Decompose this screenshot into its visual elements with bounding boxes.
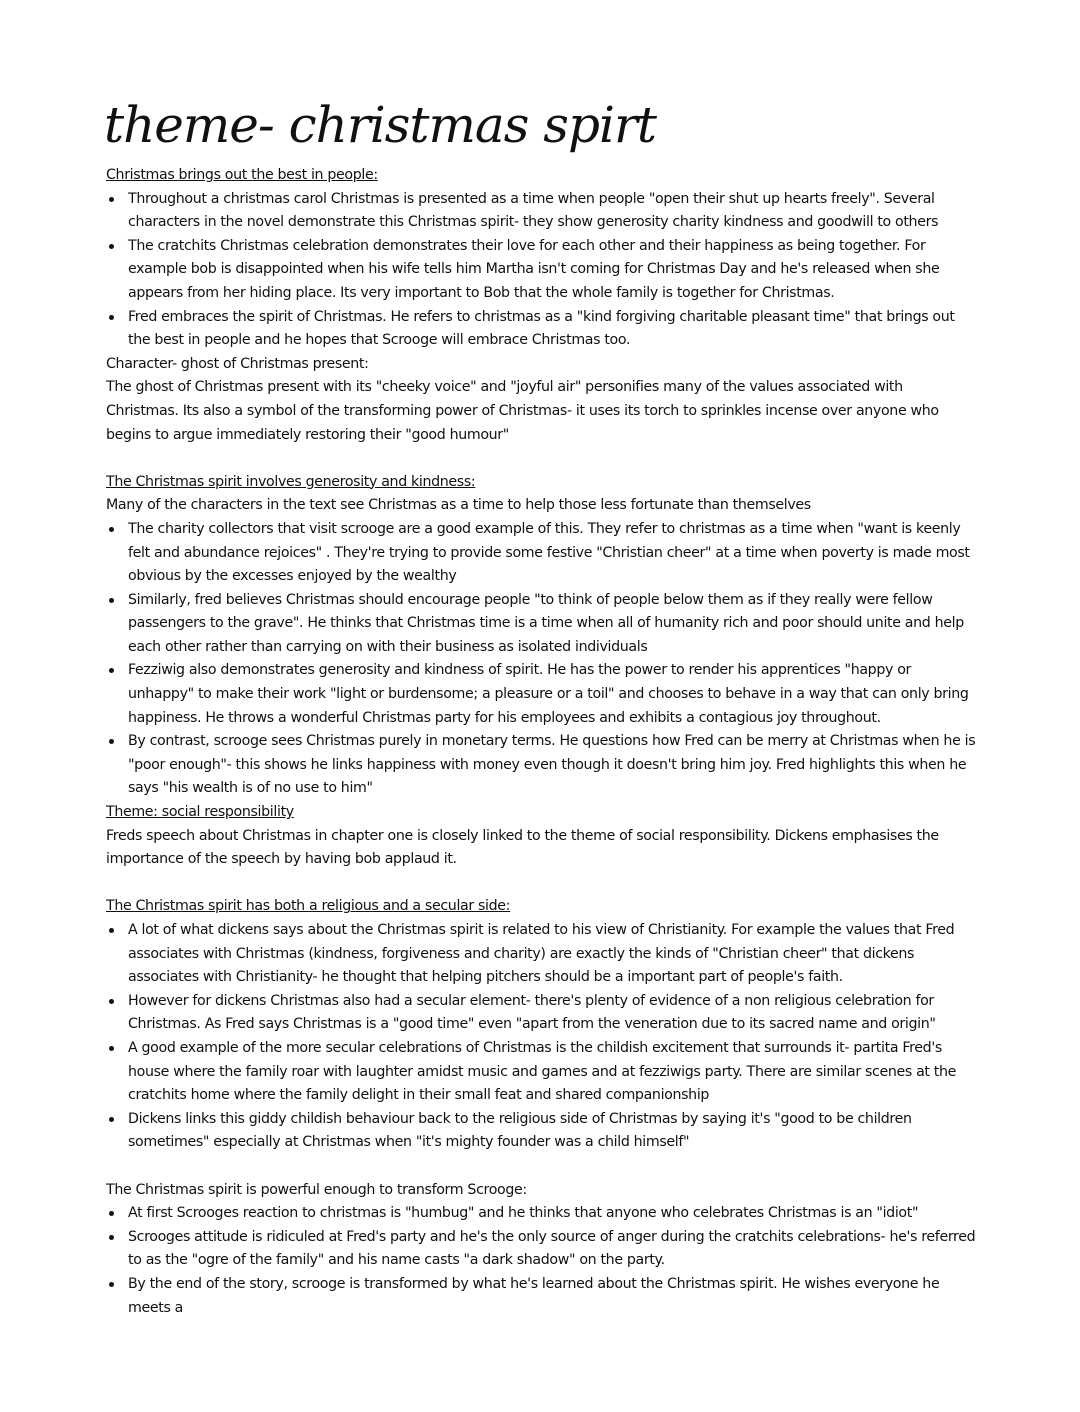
- bullet-list: [106, 188, 978, 353]
- section-heading: The Christmas spirit is powerful enough to transform Scrooge:: [106, 1181, 527, 1198]
- paragraph: Freds speech about Christmas in chapter one is closely linked to the theme of social responsibility. Dickens emphasises the importance of the speech by having bob applaud it.: [106, 827, 939, 868]
- list-item: By contrast, scrooge sees Christmas purely in monetary terms. He questions how Fred can be merry at Christmas when he is "poor enough"- this shows he links happiness with money even though it doesn't bring him joy. Fred highlights this when he says "his wealth is of no use to him": [106, 730, 978, 801]
- subheading: Character- ghost of Christmas present:: [106, 355, 369, 372]
- list-item: A good example of the more secular celebrations of Christmas is the childish excitement that surrounds it- partita Fred's house where the family roar with laughter amidst music and games and at fezziwigs party. There are similar scenes at the cratchits home where the family delight in their small feat and shared companionship: [106, 1037, 978, 1108]
- page-title: theme- christmas spirt: [104, 96, 656, 154]
- section-heading: The Christmas spirit involves generosity and kindness:: [106, 473, 476, 490]
- subheading: Theme: social responsibility: [106, 804, 294, 821]
- bullet-list: [106, 1202, 978, 1320]
- list-item: The cratchits Christmas celebration demonstrates their love for each other and their happiness as being together. For example bob is disappointed when his wife tells him Martha isn't coming for Christmas Day and he's released when she appears from her hiding place. Its very important to Bob that the whole family is together for Christmas.: [106, 235, 978, 306]
- list-item: Throughout a christmas carol Christmas is presented as a time when people "open their shut up hearts freely". Several characters in the novel demonstrate this Christmas spirit- they show generosity charity kindness and goodwill to others: [106, 188, 978, 235]
- list-item: Similarly, fred believes Christmas should encourage people "to think of people below them as if they really were fellow passengers to the grave". He thinks that Christmas time is a time when all of humanity rich and poor should unite and help each other rather than carrying on with their business as isolated individuals: [106, 589, 978, 660]
- list-item: A lot of what dickens says about the Christmas spirit is related to his view of Christianity. For example the values that Fred associates with Christmas (kindness, forgiveness and charity) are exactly the kinds of "Christian cheer" that dickens associates with Christianity- he thought that helping pitchers should be a important part of people's faith.: [106, 919, 978, 990]
- list-item: Dickens links this giddy childish behaviour back to the religious side of Christmas by saying it's "good to be children sometimes" especially at Christmas when "it's mighty founder was a child himself": [106, 1108, 978, 1155]
- section-heading: The Christmas spirit has both a religious and a secular side:: [106, 898, 511, 915]
- list-item: However for dickens Christmas also had a secular element- there's plenty of evidence of a non religious celebration for Christmas. As Fred says Christmas is a "good time" even "apart from the veneration due to its sacred name and origin": [106, 990, 978, 1037]
- list-item: Scrooges attitude is ridiculed at Fred's party and he's the only source of anger during the cratchits celebrations- he's referred to as the "ogre of the family" and his name casts "a dark shadow" on the party.: [106, 1226, 978, 1273]
- paragraph: Many of the characters in the text see Christmas as a time to help those less fortunate than themselves: [106, 497, 811, 514]
- list-item: Fred embraces the spirit of Christmas. He refers to christmas as a "kind forgiving charitable pleasant time" that brings out the best in people and he hopes that Scrooge will embrace Christmas too.: [106, 306, 978, 353]
- list-item: At first Scrooges reaction to christmas is "humbug" and he thinks that anyone who celebrates Christmas is an "idiot": [106, 1202, 978, 1226]
- list-item: Fezziwig also demonstrates generosity and kindness of spirit. He has the power to render his apprentices "happy or unhappy" to make their work "light or burdensome; a pleasure or a toil" and chooses to behave in a way that can only bring happiness. He throws a wonderful Christmas party for his employees and exhibits a contagious joy throughout.: [106, 659, 978, 730]
- document-body: [106, 164, 978, 1320]
- list-item: The charity collectors that visit scrooge are a good example of this. They refer to christmas as a time when "want is keenly felt and abundance rejoices" . They're trying to provide some festive "Christian cheer" at a time when poverty is made most obvious by the excesses enjoyed by the wealthy: [106, 518, 978, 589]
- section-heading: Christmas brings out the best in people:: [106, 167, 378, 183]
- list-item: By the end of the story, scrooge is transformed by what he's learned about the Christmas spirit. He wishes everyone he meets a: [106, 1273, 978, 1320]
- bullet-list: [106, 919, 978, 1155]
- paragraph: The ghost of Christmas present with its "cheeky voice" and "joyful air" personifies many of the values associated with Christmas. Its also a symbol of the transforming power of Christmas- it uses its torch to sprinkles incense over anyone who begins to argue immediately restoring their "good humour": [106, 379, 939, 443]
- bullet-list: [106, 518, 978, 801]
